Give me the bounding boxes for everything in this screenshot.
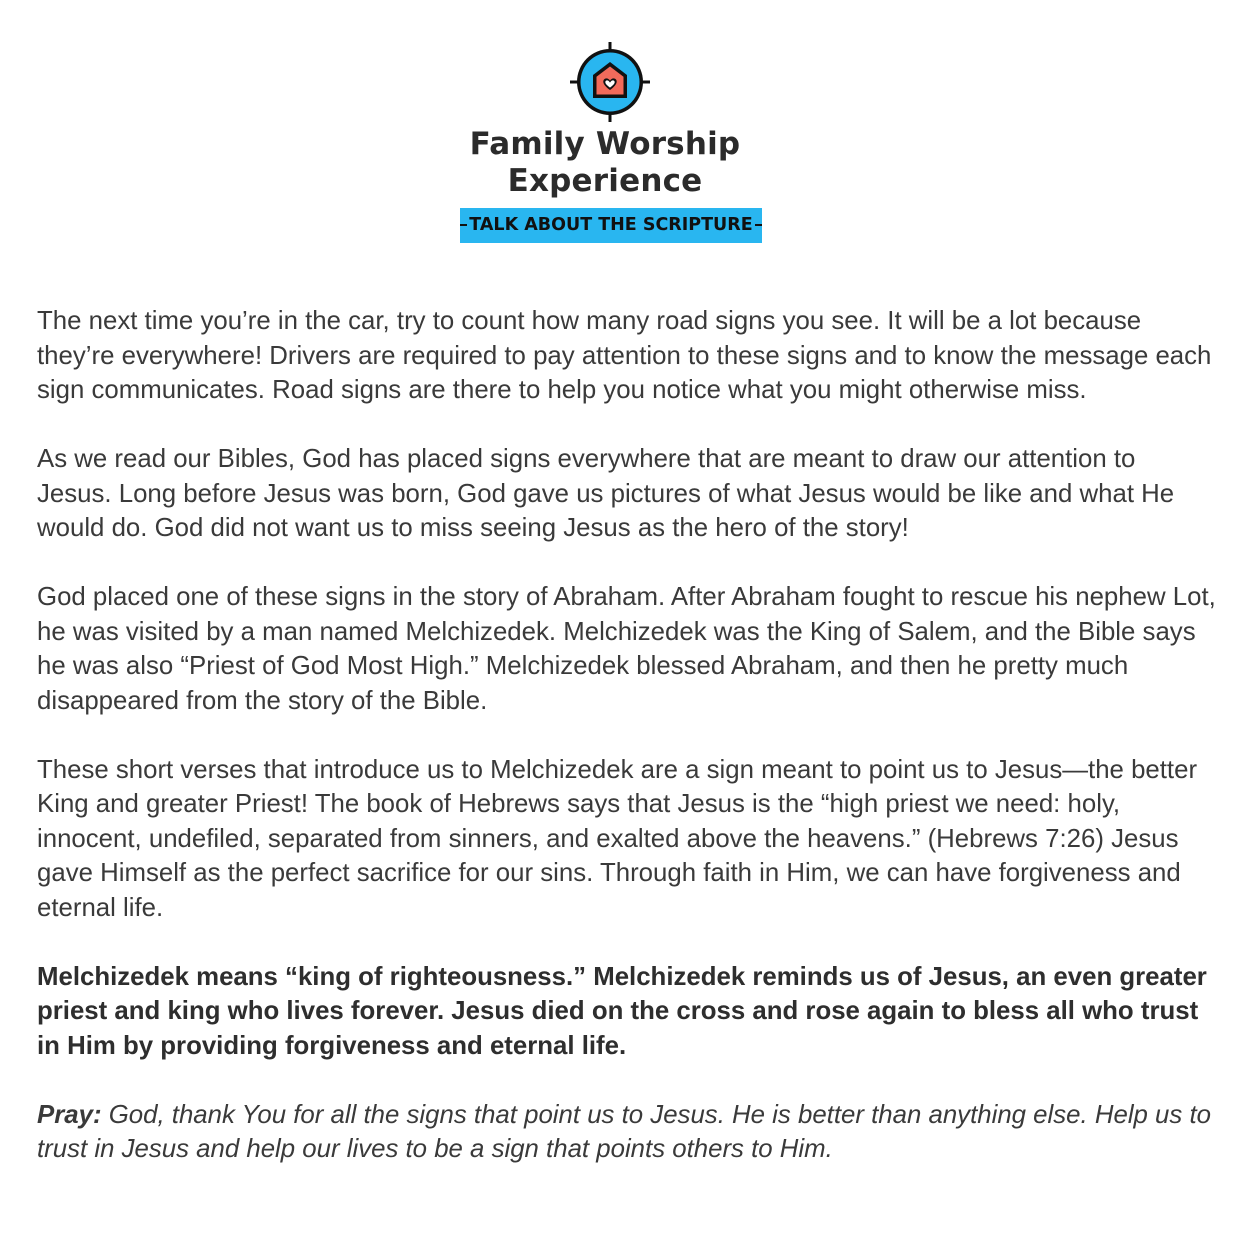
prayer-paragraph — [37, 1098, 1217, 1167]
brand-title-line-1: Family Worship — [469, 126, 741, 162]
prayer-label: Pray: — [37, 1100, 102, 1129]
brand-title-line-2: Experience — [507, 163, 703, 199]
prayer-text: God, thank You for all the signs that point us to Jesus. He is better than anything else. Help us to trust in Jesus and help our lives to be a sign that points others to Him. — [37, 1100, 1211, 1163]
house-heart-target-icon — [570, 42, 650, 122]
header — [0, 0, 1248, 270]
paragraph-road-signs: The next time you’re in the car, try to count how many road signs you see. It will be a lot because they’re everywhere! Drivers are required to pay attention to these signs and to know the message each sign communicates. Road signs are there to help you notice what you might otherwise miss. — [37, 307, 1212, 404]
paragraph-abraham-melchizedek: God placed one of these signs in the story of Abraham. After Abraham fought to rescue his nephew Lot, he was visited by a man named Melchizedek. Melchizedek was the King of Salem, and the Bible says he was also “Priest of God Most High.” Melchizedek blessed Abraham, and then he pretty much disappeared from the story of the Bible. — [37, 583, 1216, 715]
article-body — [37, 304, 1217, 1167]
section-tagline-banner: TALK ABOUT THE SCRIPTURE — [460, 208, 762, 243]
paragraph-hebrews: These short verses that introduce us to Melchizedek are a sign meant to point us to Jesus—the better King and greater Priest! The book of Hebrews says that Jesus is the “high priest we need: holy, innocent, undefiled, separated from sinners, and exalted above the heavens.” (Hebrews 7:26) Jesus gave Himself as the perfect sacrifice for our sins. Through faith in Him, we can have forgiveness and eternal life. — [37, 755, 1198, 922]
paragraph-key-point: Melchizedek means “king of righteousness.” Melchizedek reminds us of Jesus, an even greater priest and king who lives forever. Jesus died on the cross and rose again to bless all who trust in Him by providing forgiveness and eternal life. — [37, 962, 1207, 1060]
paragraph-signs-in-bible: As we read our Bibles, God has placed signs everywhere that are meant to draw our attention to Jesus. Long before Jesus was born, God gave us pictures of what Jesus would be like and what He would do. God did not want us to miss seeing Jesus as the hero of the story! — [37, 445, 1175, 542]
